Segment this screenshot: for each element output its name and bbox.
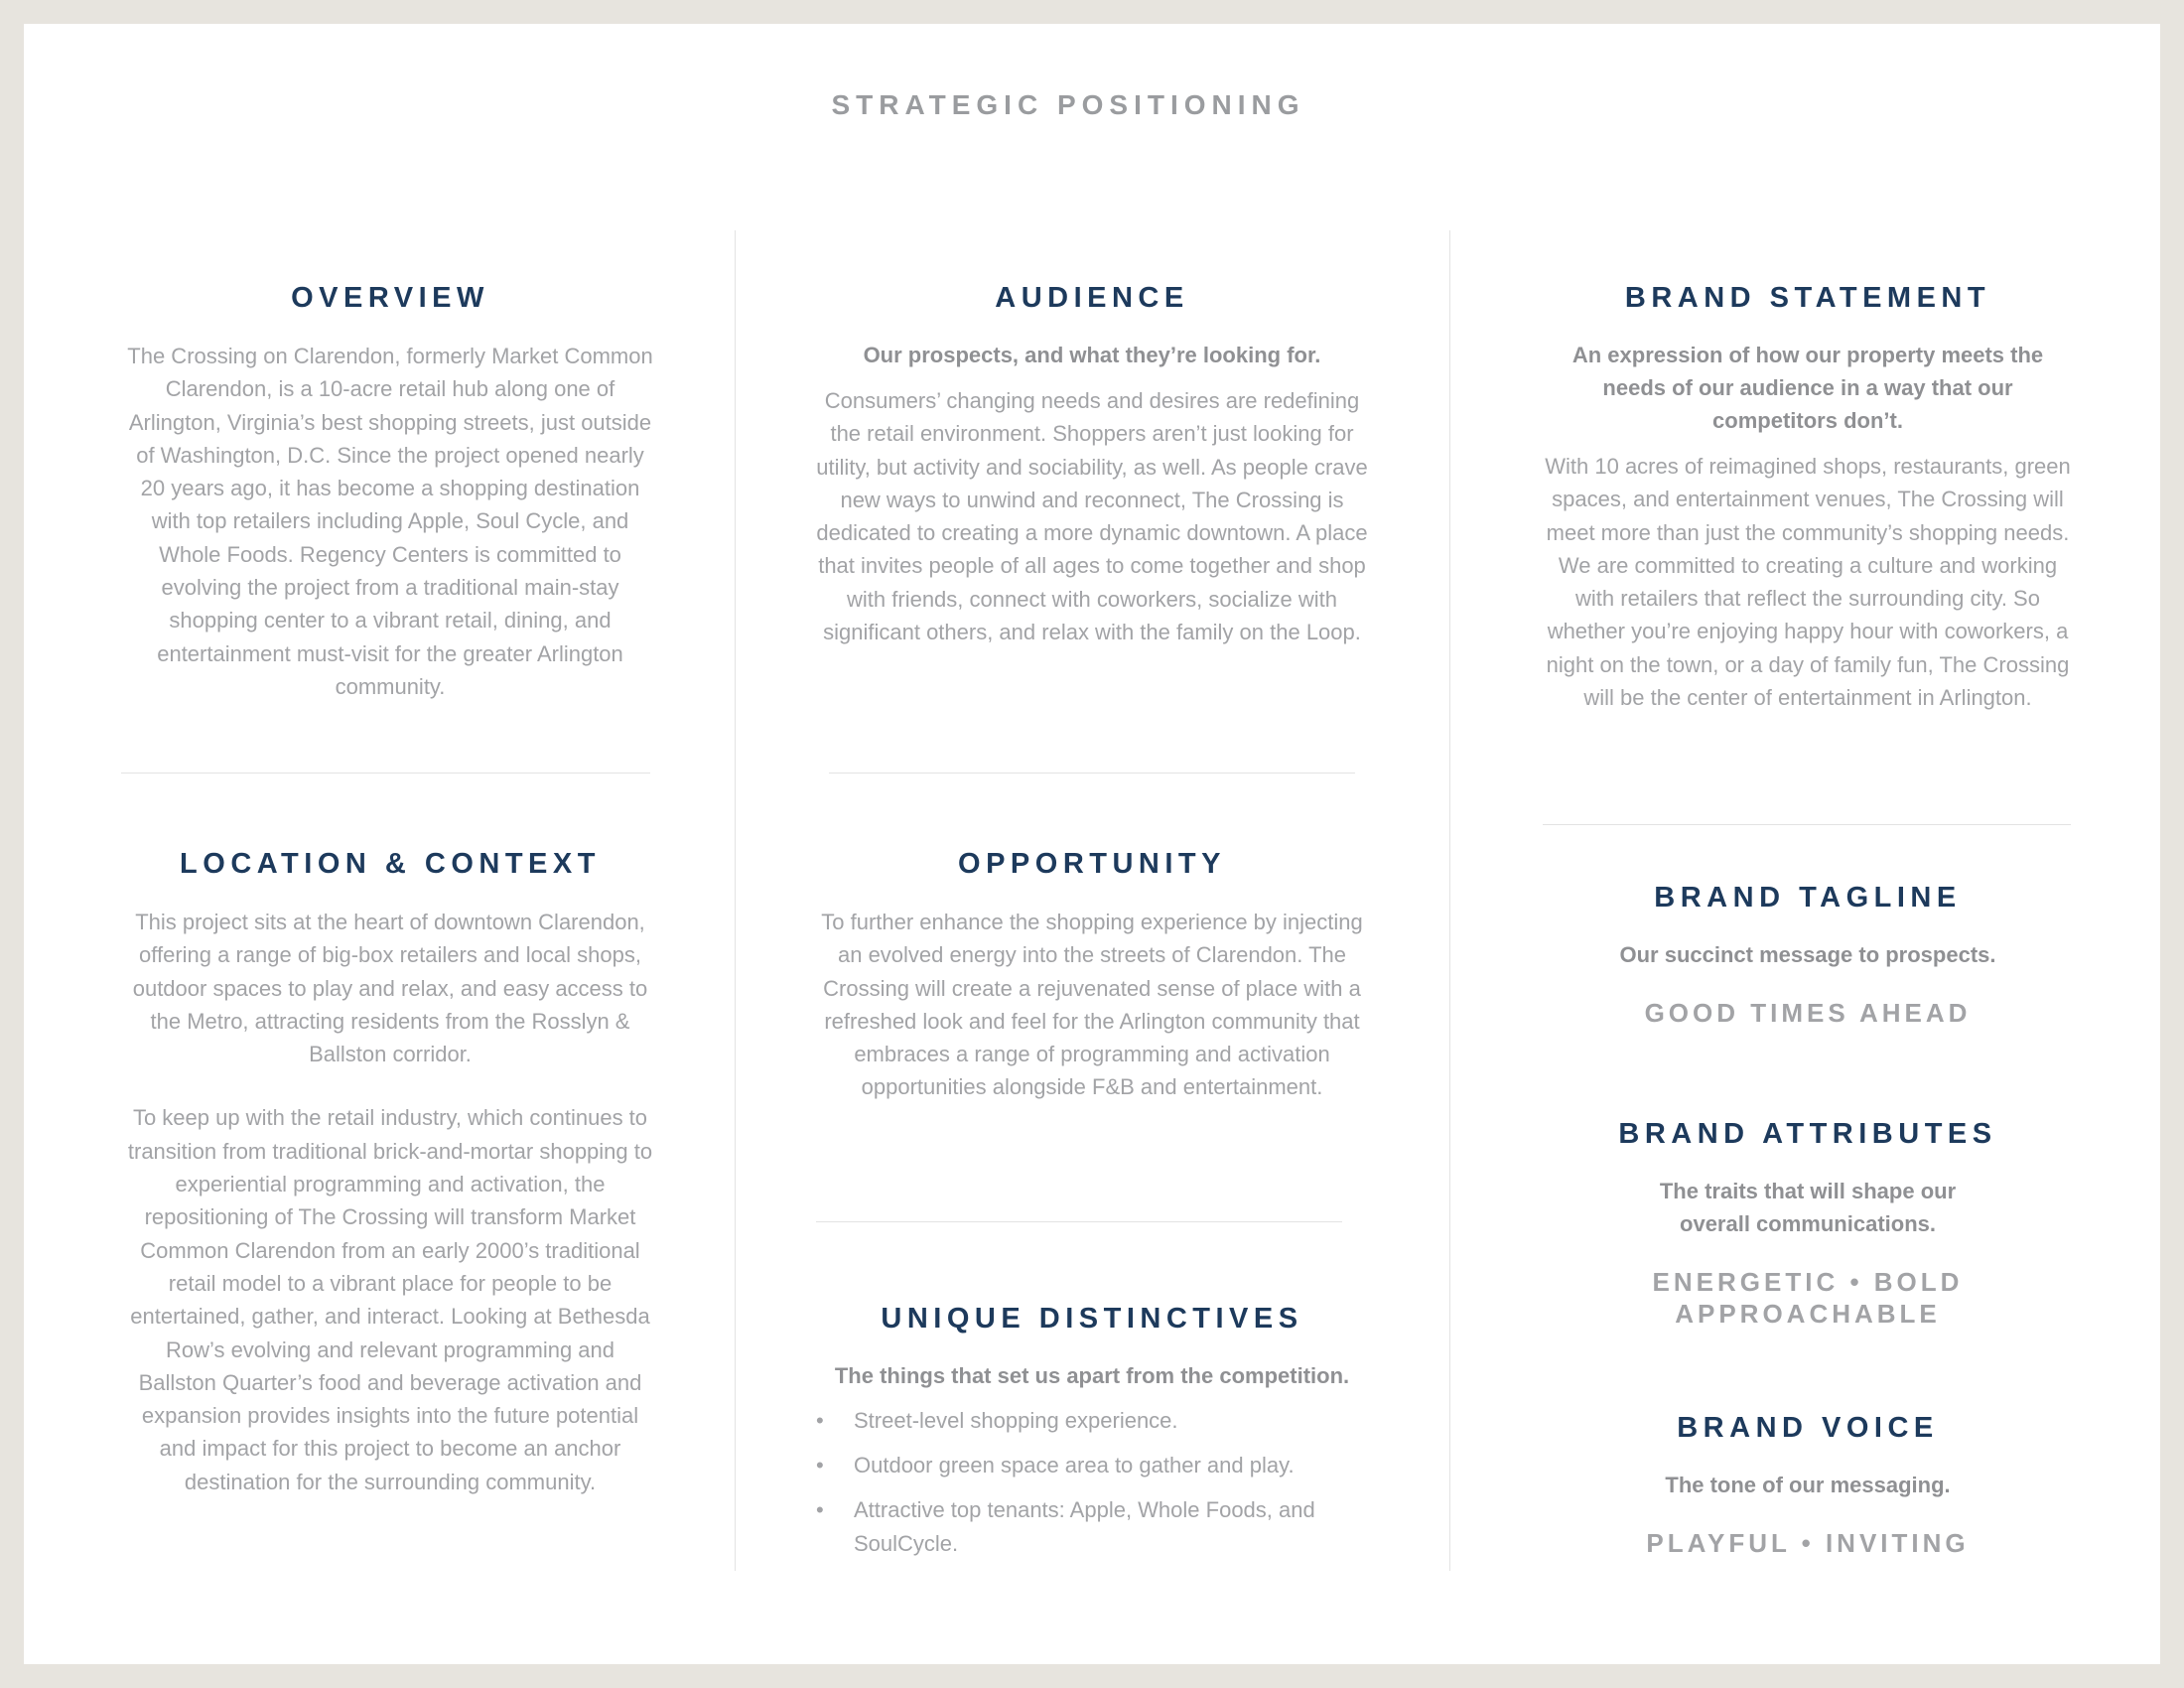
brand-voice-section <box>1544 1410 2072 1559</box>
list-item-text: Street-level shopping experience. <box>854 1408 1178 1433</box>
audience-subtitle: Our prospects, and what they’re looking for. <box>863 343 1321 367</box>
list-item-text: Attractive top tenants: Apple, Whole Foods, and SoulCycle. <box>854 1497 1315 1556</box>
brand-statement-section <box>1544 280 2072 714</box>
section-divider <box>816 1221 1342 1222</box>
overview-heading: OVERVIEW <box>291 282 489 314</box>
brand-attributes-heading: BRAND ATTRIBUTES <box>1618 1118 1997 1150</box>
location-heading: LOCATION & CONTEXT <box>180 848 601 880</box>
location-body-2: To keep up with the retail industry, which continues to transition from traditional brick-and-mortar shopping to experiential programming and activation, the repositioning of The Crossing will transform Market Common Clarendon from an early 2000’s traditional retail model to a vibrant place for people to be entertained, gather, and interact. Looking at Bethesda Row’s evolving and relevant programming and Ballston Quarter’s food and beverage activation and expansion provides insights into the future potential and impact for this project to become an anchor destination for the surrounding community. <box>127 1105 653 1494</box>
audience-section <box>814 280 1370 648</box>
distinctives-subtitle: The things that set us apart from the competition. <box>834 1363 1350 1388</box>
brand-voice-subtitle: The tone of our messaging. <box>1665 1473 1951 1497</box>
list-item <box>816 1493 1332 1561</box>
brand-statement-subtitle: An expression of how our property meets the needs of our audience in a way that our competitors don’t. <box>1571 343 2044 433</box>
opportunity-heading: OPPORTUNITY <box>958 848 1226 880</box>
page-title: STRATEGIC POSITIONING <box>831 89 1305 120</box>
location-section <box>127 846 653 1498</box>
brand-statement-body: With 10 acres of reimagined shops, restaurants, green spaces, and entertainment venues, The Crossing will meet more than just the community’s shopping needs. We are committed to creating a culture and working with retailers that reflect the surrounding city. So whether you’re enjoying happy hour with coworkers, a night on the town, or a day of family fun, The Crossing will be the center of entertainment in Arlington. <box>1545 454 2071 711</box>
opportunity-section <box>819 846 1365 1104</box>
distinctives-list <box>816 1404 1332 1561</box>
brand-tagline-value: GOOD TIMES AHEAD <box>1644 998 1972 1028</box>
opportunity-body: To further enhance the shopping experience by injecting an evolved energy into the streets of Clarendon. The Crossing will create a rejuvenated sense of place with a refreshed look and feel for the Arlington community that embraces a range of programming and activation opportunities alongside F&B and entertainment. <box>821 910 1363 1100</box>
distinctives-heading: UNIQUE DISTINCTIVES <box>881 1303 1303 1335</box>
bullet-icon: • <box>816 1408 824 1433</box>
column-divider <box>735 230 736 1571</box>
audience-body: Consumers’ changing needs and desires are redefining the retail environment. Shoppers aren’t just looking for utility, but activity and sociability, as well. As people crave new ways to unwind and reconnect, The Crossing is dedicated to creating a more dynamic downtown. A place that invites people of all ages to come together and shop with friends, connect with coworkers, socialize with significant others, and relax with the family on the Loop. <box>816 388 1368 645</box>
brand-attributes-section <box>1544 1116 2072 1330</box>
audience-heading: AUDIENCE <box>995 282 1189 314</box>
brand-attributes-value-2: APPROACHABLE <box>1675 1299 1941 1329</box>
list-item <box>816 1404 1332 1438</box>
location-body-1: This project sits at the heart of downtown Clarendon, offering a range of big-box retailers and local shops, outdoor spaces to play and relax, and easy access to the Metro, attracting residents from the Rosslyn & Ballston corridor. <box>132 910 648 1067</box>
list-item-text: Outdoor green space area to gather and play. <box>854 1453 1295 1477</box>
section-divider <box>829 773 1355 774</box>
section-divider <box>121 773 650 774</box>
column-divider <box>1449 230 1450 1571</box>
brand-tagline-section <box>1544 880 2072 1029</box>
list-item <box>816 1449 1332 1482</box>
section-divider <box>1543 824 2071 825</box>
brand-voice-heading: BRAND VOICE <box>1677 1412 1939 1444</box>
brand-tagline-subtitle: Our succinct message to prospects. <box>1619 942 1996 967</box>
bullet-icon: • <box>816 1453 824 1477</box>
brand-voice-value: PLAYFUL • INVITING <box>1646 1528 1970 1558</box>
distinctives-section <box>794 1301 1390 1572</box>
brand-statement-heading: BRAND STATEMENT <box>1624 282 1991 314</box>
overview-section <box>127 280 653 703</box>
brand-attributes-value-1: ENERGETIC • BOLD <box>1652 1267 1964 1297</box>
brand-tagline-heading: BRAND TAGLINE <box>1654 882 1962 914</box>
overview-body: The Crossing on Clarendon, formerly Market Common Clarendon, is a 10-acre retail hub along one of Arlington, Virginia’s best shopping streets, just outside of Washington, D.C. Since the project opened nearly 20 years ago, it has become a shopping destination with top retailers including Apple, Soul Cycle, and Whole Foods. Regency Centers is committed to evolving the project from a traditional main-stay shopping center to a vibrant retail, dining, and entertainment must-visit for the greater Arlington community. <box>127 344 653 699</box>
bullet-icon: • <box>816 1497 824 1522</box>
brand-attributes-subtitle: The traits that will shape our overall communications. <box>1659 1179 1957 1236</box>
